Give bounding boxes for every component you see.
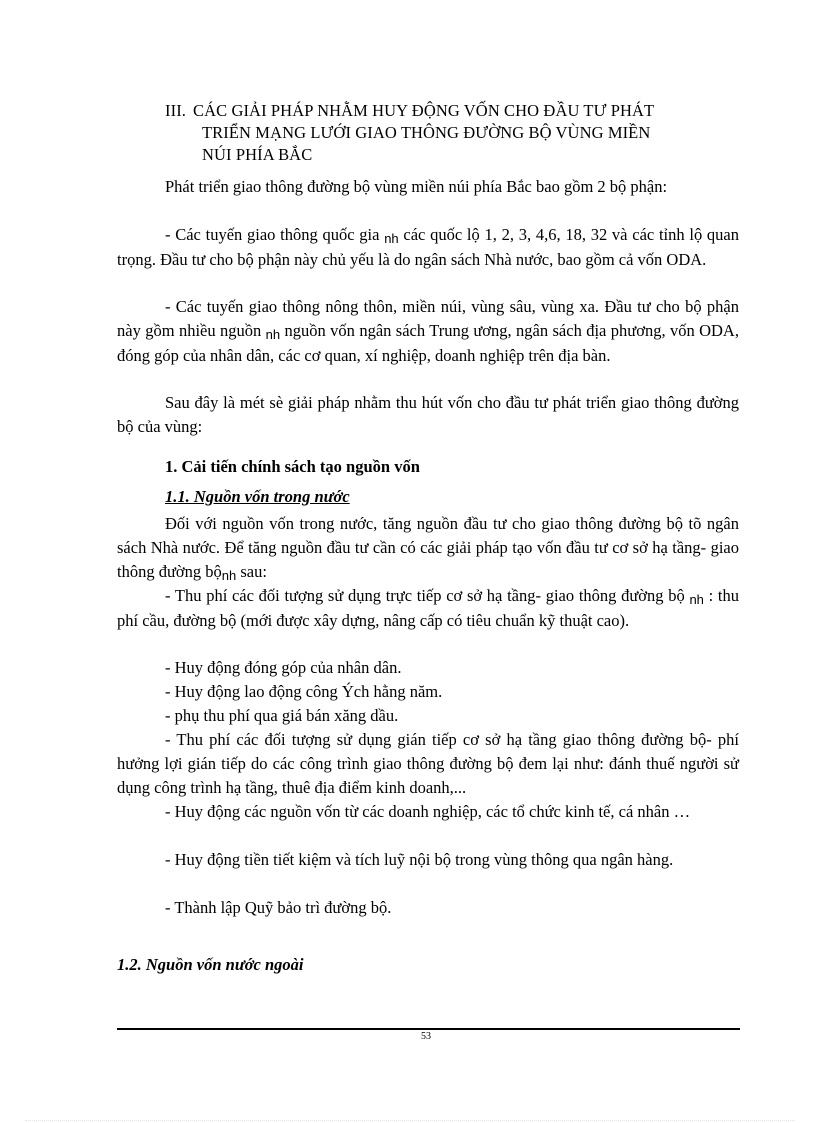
subsection-1-1-title: 1.1. Nguồn vốn trong nước [165,487,350,506]
section-heading [165,100,775,166]
intro-paragraph: Phát triển giao thông đường bộ vùng miền núi phía Bắc bao gồm 2 bộ phận: [165,177,668,196]
footer-rule [117,1028,740,1030]
domestic-capital-paragraph [117,512,739,585]
text: Đối với nguồn vốn trong nước, tăng nguồn đầu tư cho giao thông đường bộ tõ ngân sách Nhà nước. Để tăng nguồn đầu tư cần có các giải pháp tạo vốn đầu tư cơ sở hạ tầng- giao thông đường bộ [117,514,739,581]
page-number: 53 [421,1031,431,1042]
heading-line-2: TRIỂN MẠNG LƯỚI GIAO THÔNG ĐƯỜNG BỘ VÙNG MIỀN [202,123,651,142]
bullet-public-labour: - Huy động lao động công Ých hằng năm. [165,682,443,701]
bullet-savings: - Huy động tiền tiết kiệm và tích luỹ nội bộ trong vùng thông qua ngân hàng. [165,850,674,869]
text: : thu phí cầu, đường bộ (mới được xây dựng, nâng cấp có tiêu chuẩn kỹ thuật cao). [117,586,740,630]
intro-bullet-national [117,223,739,272]
heading-number: III. [165,101,187,120]
intro-solutions-paragraph: Sau đây là mét sè giải pháp nhằm thu hút vốn cho đầu tư phát triển giao thông đường bộ của vùng: [117,393,739,436]
subsection-1-2-title: 1.2. Nguồn vốn nước ngoài [117,955,304,974]
text: các quốc lộ 1, 2, 3, 4,6, 18, 32 và các tỉnh lộ quan trọng. Đầu tư cho bộ phận này chủ yếu là do ngân sách Nhà nước, bao gồm cả vốn ODA. [117,225,740,269]
bullet-people-contribution: - Huy động đóng góp của nhân dân. [165,658,402,677]
text: sau: [236,562,267,581]
text: - Các tuyến giao thông nông thôn, miền núi, vùng sâu, vùng xa. Đầu tư cho bộ phận này gồm nhiều nguồn [117,297,739,340]
intro-bullet-rural [117,295,739,368]
bullet-enterprise-capital: - Huy động các nguồn vốn từ các doanh nghiệp, các tổ chức kinh tế, cá nhân … [165,802,691,821]
text: nguồn vốn ngân sách Trung ương, ngân sách địa phương, vốn ODA, đóng góp của nhân dân, các cơ quan, xí nghiệp, doanh nghiệp trên địa bàn. [117,321,739,365]
bullet-fuel-surcharge: - phụ thu phí qua giá bán xăng dầu. [165,706,399,725]
nh-fragment: nh [265,327,281,342]
section-1-title: 1. Cải tiến chính sách tạo nguồn vốn [165,457,420,476]
heading-line-1: CÁC GIẢI PHÁP NHẰM HUY ĐỘNG VỐN CHO ĐẦU TƯ PHÁT [193,101,655,120]
text: - Thu phí các đối tượng sử dụng trực tiếp cơ sở hạ tầng- giao thông đường bộ [165,586,690,605]
nh-fragment: nh [689,592,704,607]
text: - Các tuyến giao thông quốc gia [165,225,385,244]
nh-fragment: nh [384,231,399,246]
nh-fragment: nh [221,568,237,583]
page-edge-divider [25,1120,795,1121]
bullet-maintenance-fund: - Thành lập Quỹ bảo trì đường bộ. [165,898,392,917]
bullet-direct-fees [117,584,739,633]
heading-line-3: NÚI PHÍA BẮC [202,145,313,164]
bullet-indirect-fees: - Thu phí các đối tượng sử dụng gián tiếp cơ sở hạ tầng giao thông đường bộ- phí hưởng lợi gián tiếp do các công trình giao thông đường bộ đem lại như: đánh thuế người sử dụng công trình hạ tầng, thuê địa điểm kinh doanh,... [117,730,739,797]
